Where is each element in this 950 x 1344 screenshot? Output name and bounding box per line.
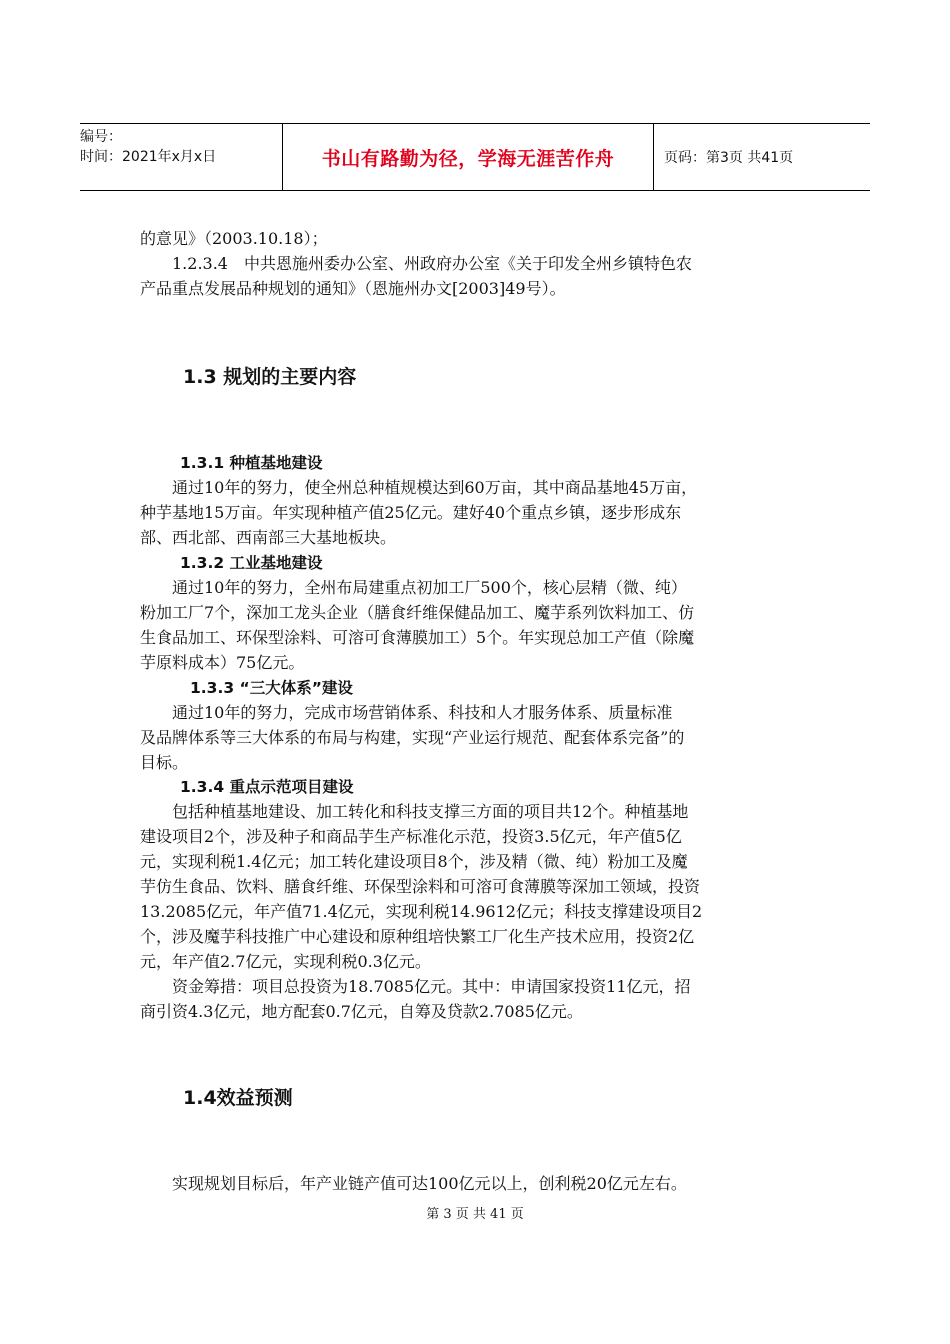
page-header [80, 123, 870, 191]
text-line: 个，涉及魔芋科技推广中心建设和原种组培快繁工厂化生产技术应用，投资2亿 [140, 927, 695, 946]
text-line: 的意见》（2003.10.18）； [140, 229, 328, 248]
header-page-label: 页码：第3页 共41页 [664, 150, 794, 166]
text-line: 包括种植基地建设、加工转化和科技支撑三方面的项目共12个。种植基地 [140, 802, 689, 821]
text-line: 1.2.3.4 中共恩施州委办公室、州政府办公室《关于印发全州乡镇特色农 [140, 254, 692, 273]
text-line: 13.2085亿元，年产值71.4亿元，实现利税14.9612亿元；科技支撑建设项目2 [140, 902, 703, 921]
text-line: 产品重点发展品种规划的通知》（恩施州办文[2003]49号）。 [140, 279, 566, 298]
text-line: 通过10年的努力，使全州总种植规模达到60万亩，其中商品基地45万亩， [140, 478, 698, 497]
text-line: 元，实现利税1.4亿元；加工转化建设项目8个，涉及精（微、纯）粉加工及魔 [140, 852, 688, 871]
text-line: 建设项目2个，涉及种子和商品芋生产标准化示范，投资3.5亿元，年产值5亿 [140, 827, 682, 846]
section-heading-1-4: 1.4效益预测 [183, 1087, 293, 1109]
text-line: 粉加工厂7个，深加工龙头企业（膳食纤维保健品加工、魔芋系列饮料加工、仿 [140, 603, 695, 622]
text-line: 通过10年的努力，完成市场营销体系、科技和人才服务体系、质量标准 [140, 703, 673, 722]
time-label: 时间：2021年x月x日 [80, 149, 217, 165]
text-line: 芋仿生食品、饮料、膳食纤维、环保型涂料和可溶可食薄膜等深加工领域，投资 [140, 877, 701, 896]
text-line: 通过10年的努力，全州布局建重点初加工厂500个，核心层精（微、纯） [140, 578, 687, 597]
text-line: 种芋基地15万亩。年实现种植产值25亿元。建好40个重点乡镇，逐步形成东 [140, 503, 682, 522]
section-heading-1-3: 1.3 规划的主要内容 [183, 366, 357, 388]
text-line: 资金筹措：项目总投资为18.7085亿元。其中：申请国家投资11亿元，招 [140, 977, 691, 996]
text-line: 元，年产值2.7亿元，实现利税0.3亿元。 [140, 952, 431, 971]
text-line: 商引资4.3亿元，地方配套0.7亿元，自筹及贷款2.7085亿元。 [140, 1002, 583, 1021]
subsection-heading-1-3-1: 1.3.1 种植基地建设 [180, 454, 323, 472]
number-label: 编号： [80, 129, 122, 145]
text-line: 芋原料成本）75亿元。 [140, 653, 305, 672]
text-line: 实现规划目标后，年产业链产值可达100亿元以上，创利税20亿元左右。 [140, 1174, 687, 1193]
text-line: 及品牌体系等三大体系的布局与构建，实现“产业运行规范、配套体系完备”的 [140, 728, 685, 747]
text-line: 生食品加工、环保型涂料、可溶可食薄膜加工）5个。年实现总加工产值（除魔 [140, 628, 695, 647]
header-meta [80, 124, 282, 190]
text-line: 部、西北部、西南部三大基地板块。 [140, 528, 397, 547]
text-line: 目标。 [140, 753, 189, 772]
subsection-heading-1-3-3: 1.3.3 “三大体系”建设 [190, 679, 353, 697]
header-motto: 书山有路勤为径，学海无涯苦作舟 [282, 124, 654, 190]
subsection-heading-1-3-2: 1.3.2 工业基地建设 [180, 554, 323, 572]
subsection-heading-1-3-4: 1.3.4 重点示范项目建设 [180, 778, 354, 796]
page-footer: 第 3 页 共 41 页 [426, 1207, 524, 1222]
